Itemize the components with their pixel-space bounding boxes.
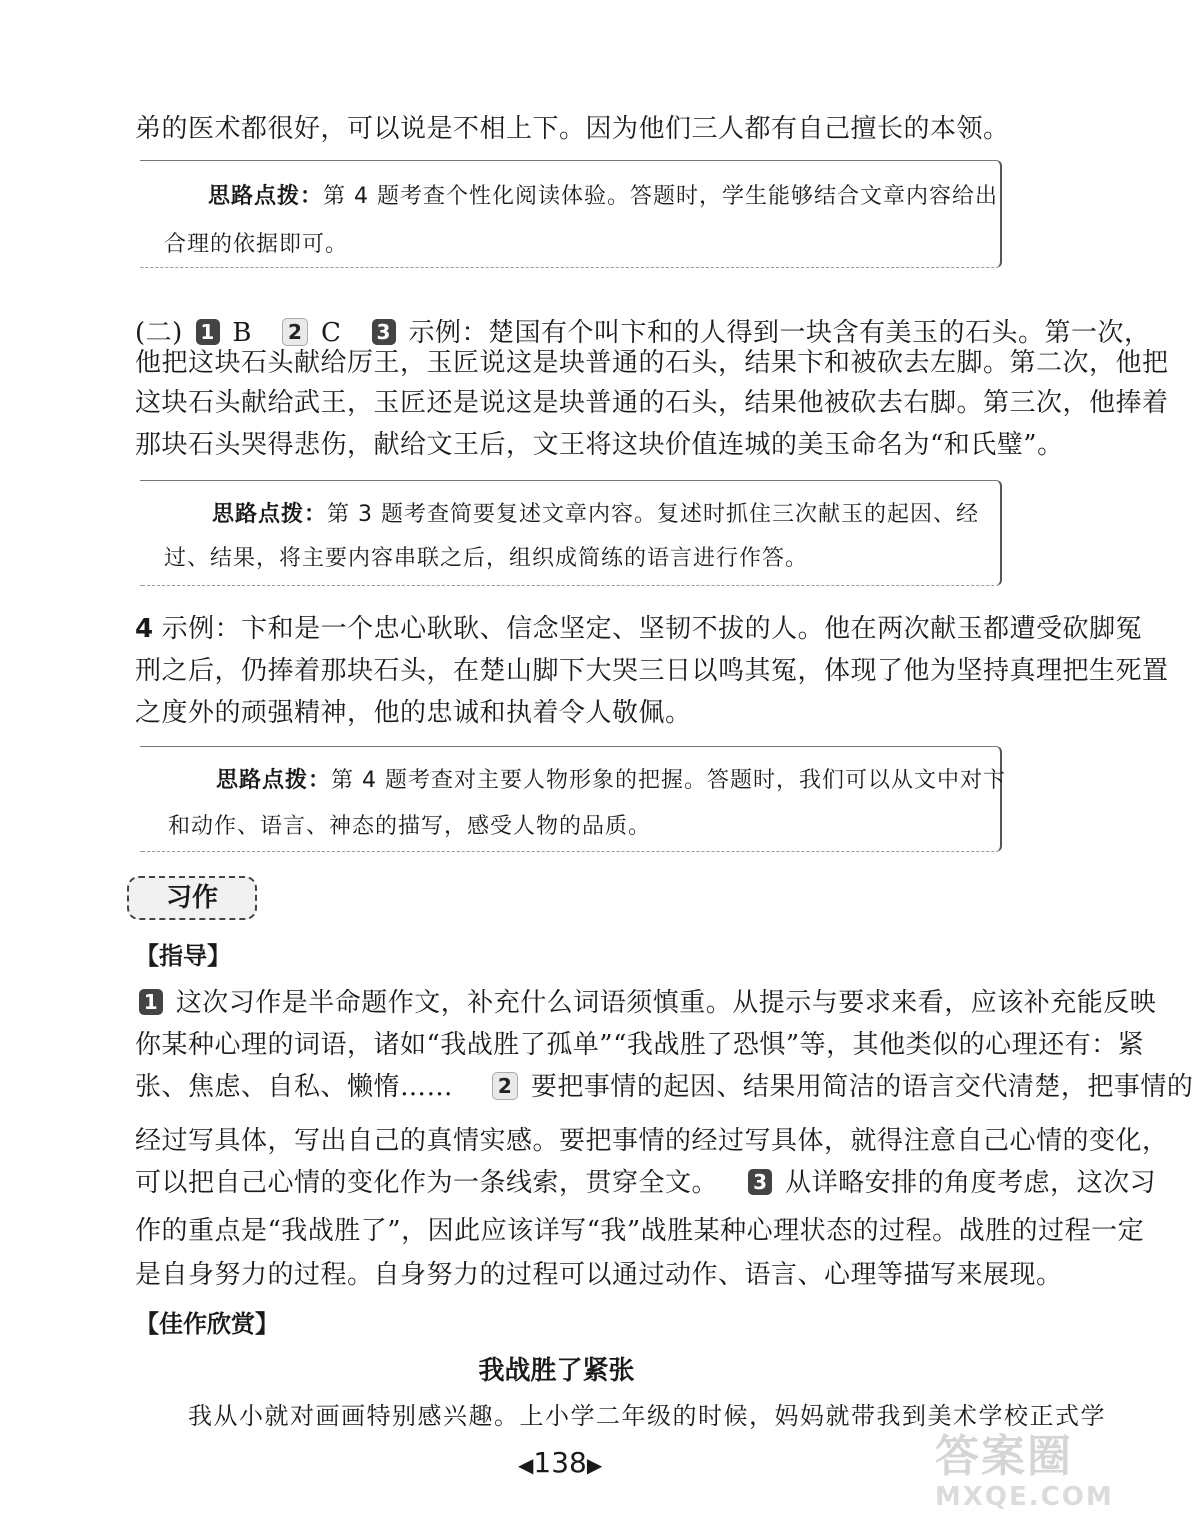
section-prefix: (二) — [135, 318, 183, 348]
guide-text: 张、焦虑、自私、懒惰…… — [135, 1072, 454, 1102]
answer-line: 刑之后，仍捧着那块石头，在楚山脚下大哭三日以鸣其冤，体现了他为坚持真理把生死置 — [135, 656, 1169, 686]
guide-line — [135, 1066, 1193, 1103]
guide-line: 是自身努力的过程。自身努力的过程可以通过动作、语言、心理等描写来展现。 — [135, 1260, 1063, 1290]
point-number-badge: 3 — [748, 1169, 772, 1195]
section-title-tag: 习作 — [127, 876, 257, 920]
watermark-domain: MXQE.COM — [935, 1482, 1114, 1512]
tip-line — [212, 497, 979, 528]
point-number-badge: 2 — [492, 1072, 518, 1100]
watermark-logo — [935, 1420, 1114, 1530]
answer-choice: B — [232, 318, 252, 348]
answer-line: 他把这块石头献给厉王，玉匠说这是块普通的石头，结果卞和被砍去左脚。第二次，他把 — [135, 348, 1169, 378]
question-number-badge: 2 — [282, 318, 308, 346]
answer-line: 那块石头哭得悲伤，献给文王后，文王将这块价值连城的美玉命名为“和氏璧”。 — [135, 430, 1064, 460]
tip-text: 第 4 题考查对主要人物形象的把握。答题时，我们可以从文中对卞 — [331, 768, 1007, 793]
tip-line: 和动作、语言、神态的描写，感受人物的品质。 — [168, 814, 652, 839]
right-arrow-icon: ▶ — [586, 1453, 603, 1477]
guide-line: 经过写具体，写出自己的真情实感。要把事情的经过写具体，就得注意自己心情的变化， — [135, 1126, 1169, 1156]
tip-text: 第 4 题考查个性化阅读体验。答题时，学生能够结合文章内容给出 — [323, 184, 999, 209]
body-text-line: 弟的医术都很好，可以说是不相上下。因为他们三人都有自己擅长的本领。 — [135, 114, 1010, 144]
guide-line — [135, 982, 1156, 1019]
answer-line: 之度外的顽强精神，他的忠诚和执着令人敬佩。 — [135, 698, 692, 728]
watermark-text: 答案圈 — [935, 1431, 1073, 1482]
left-arrow-icon: ◀ — [518, 1453, 534, 1477]
tip-line: 过、结果，将主要内容串联之后，组织成简练的语言进行作答。 — [164, 546, 809, 571]
essay-heading: 【佳作欣赏】 — [135, 1310, 279, 1338]
guide-line: 作的重点是“我战胜了”，因此应该详写“我”战胜某种心理状态的过程。战胜的过程一定 — [135, 1216, 1145, 1246]
tip-box — [140, 160, 1002, 268]
tip-line — [216, 763, 1006, 794]
answer-text: 示例：卞和是一个忠心耿耿、信念坚定、坚韧不拔的人。他在两次献玉都遭受砍脚冤 — [161, 614, 1143, 644]
point-number-badge: 1 — [139, 989, 163, 1015]
tip-label: 思路点拨： — [208, 184, 324, 209]
guide-text: 要把事情的起因、结果用简洁的语言交代清楚，把事情的 — [530, 1072, 1193, 1102]
guide-text: 可以把自己心情的变化作为一条线索，贯穿全文。 — [135, 1168, 719, 1198]
guide-line: 你某种心理的词语，诸如“我战胜了孤单”“我战胜了恐惧”等，其他类似的心理还有：紧 — [135, 1030, 1145, 1060]
page-number-text: 138 — [533, 1446, 587, 1479]
tip-box — [140, 746, 1007, 852]
tip-text: 第 3 题考查简要复述文章内容。复述时抓住三次献玉的起因、经 — [327, 502, 980, 527]
essay-line: 我从小就对画画特别感兴趣。上小学二年级的时候，妈妈就带我到美术学校正式学 — [188, 1402, 1106, 1430]
guide-heading: 【指导】 — [135, 942, 231, 970]
tip-box — [140, 480, 1002, 586]
tip-label: 思路点拨： — [216, 768, 332, 793]
tip-line — [208, 179, 998, 210]
tip-label: 思路点拨： — [212, 502, 328, 527]
essay-title: 我战胜了紧张 — [478, 1356, 635, 1386]
answer-text: 示例：楚国有个叫卞和的人得到一块含有美玉的石头。第一次， — [408, 318, 1151, 348]
guide-line — [135, 1162, 1156, 1199]
guide-text: 从详略安排的角度考虑，这次习 — [785, 1168, 1157, 1198]
answer-line — [135, 608, 1142, 645]
answer-choice: C — [321, 318, 342, 348]
tip-line: 合理的依据即可。 — [164, 232, 349, 257]
question-number-badge: 1 — [196, 319, 220, 345]
question-number: 4 — [135, 614, 154, 644]
answer-line: 这块石头献给武王，玉匠还是说这是块普通的石头，结果他被砍去右脚。第三次，他捧着 — [135, 388, 1169, 418]
guide-text: 这次习作是半命题作文，补充什么词语须慎重。从提示与要求来看，应该补充能反映 — [175, 988, 1157, 1018]
question-number-badge: 3 — [372, 319, 396, 345]
page-number — [518, 1446, 602, 1479]
